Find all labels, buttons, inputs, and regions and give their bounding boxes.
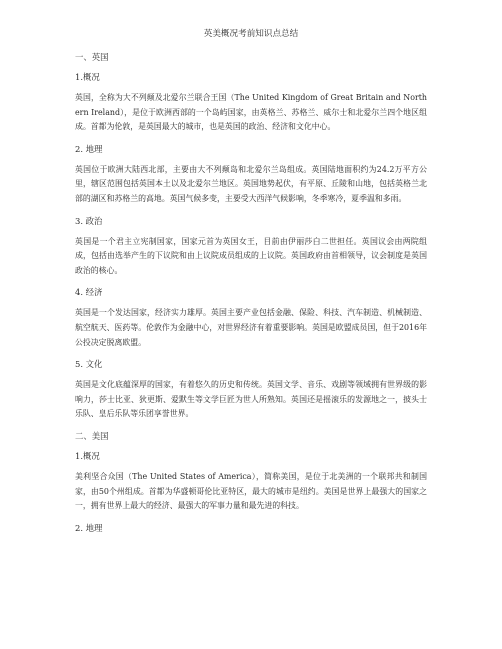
- subheading-us-overview: 1.概况: [75, 450, 100, 461]
- subheading-us-geography: 2. 地理: [75, 522, 103, 533]
- paragraph-uk-overview: 英国，全称为大不列颠及北爱尔兰联合王国（The United Kingdom of Great Britain and Northern Ireland），是位于欧洲西部的一个岛屿国家，由英格兰、苏格兰、威尔士和北爱尔兰四个地区组成。首都为伦敦，是英国最大的城市，也是英国的政治、经济和文化中心。: [75, 93, 427, 132]
- section-heading-us: 二、美国: [75, 430, 109, 441]
- subheading-uk-economy: 4. 经济: [75, 287, 103, 298]
- paragraph-uk-economy: 英国是一个发达国家，经济实力雄厚。英国主要产业包括金融、保险、科技、汽车制造、机械制造、航空航天、医药等。伦敦作为金融中心，对世界经济有着重要影响。英国是欧盟成员国，但于2016年公投决定脱离欧盟。: [75, 308, 427, 347]
- section-heading-uk: 一、英国: [75, 52, 109, 62]
- paragraph-uk-politics: 英国是一个君主立宪制国家，国家元首为英国女王，目前由伊丽莎白二世担任。英国议会由两院组成，包括由选举产生的下议院和由上议院成员组成的上议院。英国政府由首相领导，议会制度是英国政治的核心。: [75, 236, 427, 275]
- paragraph-uk-culture: 英国是文化底蕴深厚的国家，有着悠久的历史和传统。英国文学、音乐、戏剧等领域拥有世界级的影响力，莎士比亚、狄更斯、爱默生等文学巨匠为世人所熟知。英国还是摇滚乐的发源地之一，披头士乐队、皇后乐队等乐团享誉世界。: [75, 380, 427, 419]
- paragraph-uk-geography: 英国位于欧洲大陆西北部，主要由大不列颠岛和北爱尔兰岛组成。英国陆地面积约为24.2万平方公里，辖区范围包括英国本土以及北爱尔兰地区。英国地势起伏，有平原、丘陵和山地，包括英格兰北部的湖区和苏格兰的高地。英国气候多变，主要受大西洋气候影响，冬季寒冷，夏季温和多雨。: [75, 164, 427, 203]
- subheading-uk-politics: 3. 政治: [75, 215, 103, 226]
- document-title: 英美概况考前知识点总结: [203, 29, 299, 39]
- subheading-uk-overview: 1.概况: [75, 72, 100, 82]
- subheading-uk-geography: 2. 地理: [75, 143, 103, 154]
- paragraph-us-overview: 美利坚合众国（The United States of America），简称美国，是位于北美洲的一个联邦共和制国家，由50个州组成。首都为华盛顿哥伦比亚特区，最大的城市是纽约。美国是世界上最强大的国家之一，拥有世界上最大的经济、最强大的军事力量和最先进的科技。: [75, 471, 427, 511]
- subheading-uk-culture: 5. 文化: [75, 359, 103, 370]
